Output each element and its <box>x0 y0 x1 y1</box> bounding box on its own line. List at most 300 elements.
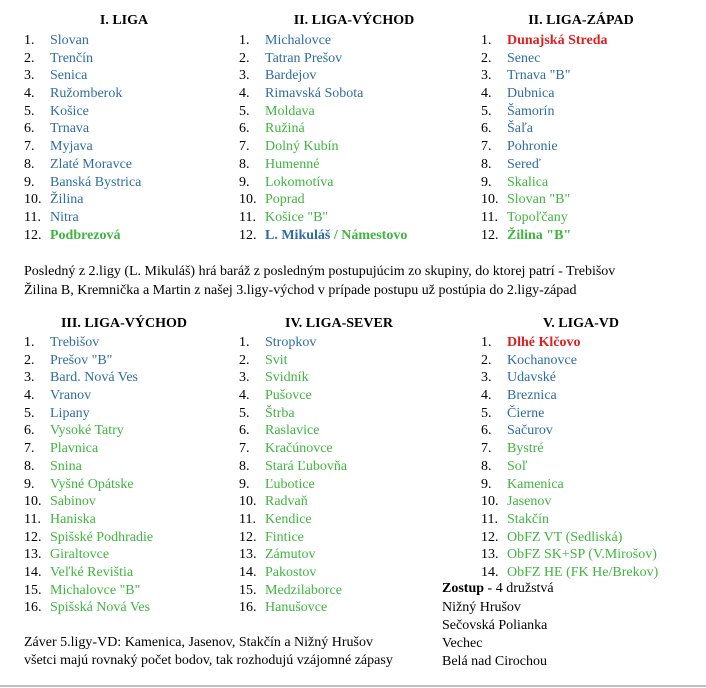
league-2-liga-vychod <box>239 13 469 244</box>
league-title: I. LIGA <box>99 13 149 28</box>
team-rank: 8. <box>24 156 35 172</box>
team-row <box>24 476 224 494</box>
team-name <box>265 352 288 370</box>
team-name <box>265 599 327 617</box>
team-name <box>265 191 305 209</box>
team-name-text: Šaľa <box>507 121 533 137</box>
team-row <box>239 440 439 458</box>
team-rank: 4. <box>481 388 492 404</box>
team-name-text: Vysoké Tatry <box>50 423 124 439</box>
team-name-text: Stará Ľubovňa <box>265 458 348 474</box>
team-name <box>507 352 577 370</box>
team-rank: 4. <box>24 86 35 102</box>
team-name-suffix: / Námestovo <box>330 227 408 243</box>
team-row <box>239 387 439 405</box>
team-name <box>507 50 540 68</box>
team-rank: 5. <box>24 405 35 421</box>
team-name <box>50 529 153 547</box>
bottom-divider <box>0 685 706 687</box>
team-row <box>239 458 439 476</box>
team-name-text: Fintice <box>265 529 304 545</box>
team-name <box>265 209 328 227</box>
team-rank: 4. <box>239 388 250 404</box>
team-name-text: ObFZ SK+SP (V.Mirošov) <box>507 547 657 563</box>
team-name <box>507 387 557 405</box>
team-name-text: Bystré <box>507 441 544 457</box>
team-rank: 13. <box>24 547 42 563</box>
team-row <box>239 138 469 156</box>
team-row <box>481 85 681 103</box>
team-name <box>50 138 93 156</box>
team-row <box>239 564 439 582</box>
team-name <box>265 529 304 547</box>
team-name <box>507 227 571 245</box>
team-name-text: Dunajská Streda <box>507 33 608 48</box>
league-4-liga-sever <box>239 316 439 617</box>
team-rank: 1. <box>481 33 492 48</box>
team-name-text: Podbrezová <box>50 227 121 243</box>
team-rank: 3. <box>24 370 35 386</box>
league-title: IV. LIGA-SEVER <box>285 316 393 331</box>
team-name-text: Skalica <box>507 174 549 190</box>
team-name <box>50 120 89 138</box>
team-row <box>239 582 439 600</box>
team-row <box>239 156 469 174</box>
team-row <box>239 174 469 192</box>
team-name <box>50 405 90 423</box>
team-row <box>481 227 681 245</box>
team-row <box>24 369 224 387</box>
team-rank: 10. <box>239 494 257 510</box>
team-rank: 16. <box>239 600 257 616</box>
team-name <box>507 174 548 192</box>
team-rank: 8. <box>24 458 35 474</box>
team-name <box>50 334 99 352</box>
team-row <box>239 209 469 227</box>
team-name <box>265 50 342 68</box>
team-name <box>50 369 138 387</box>
team-rank: 6. <box>481 121 492 137</box>
team-name-text: Trnava <box>50 121 90 137</box>
team-name-text: Nitra <box>50 209 79 225</box>
team-row <box>239 50 469 68</box>
team-rank: 11. <box>239 209 256 225</box>
team-name-text: Slovan "B" <box>507 192 571 208</box>
team-rank: 14. <box>481 564 499 580</box>
team-row <box>24 50 224 68</box>
team-row <box>481 387 681 405</box>
team-row <box>239 334 439 352</box>
team-name <box>507 476 564 494</box>
team-name <box>507 138 558 156</box>
team-name <box>507 67 570 85</box>
team-name-text: Kendice <box>265 511 312 527</box>
team-rank: 9. <box>24 476 35 492</box>
team-rank: 4. <box>24 388 35 404</box>
team-rank: 12. <box>24 529 42 545</box>
team-name-text: Ľubotice <box>265 476 315 492</box>
relegated-team: Sečovská Polianka <box>442 618 548 633</box>
team-name <box>265 422 319 440</box>
team-name-text: Žilina <box>50 192 84 208</box>
team-rank: 2. <box>481 50 492 66</box>
league-title: V. LIGA-VD <box>543 316 619 331</box>
team-rank: 10. <box>24 494 42 510</box>
team-name-text: Košice <box>50 103 89 119</box>
team-name <box>507 422 553 440</box>
team-rank: 1. <box>239 335 250 350</box>
team-rank: 11. <box>239 511 256 527</box>
relegated-team: Belá nad Cirochou <box>442 654 547 669</box>
team-name <box>265 120 305 138</box>
team-name <box>50 422 124 440</box>
team-name-text: Vyšné Opátske <box>50 476 134 492</box>
team-rank: 14. <box>239 564 257 580</box>
league-title: III. LIGA-VÝCHOD <box>60 316 187 331</box>
team-name-text: Pakostov <box>265 564 317 580</box>
team-name <box>507 440 544 458</box>
team-rank: 6. <box>481 423 492 439</box>
relegation-heading-label: Zostup <box>442 581 485 596</box>
team-row <box>24 582 224 600</box>
team-name-text: Ružomberok <box>50 86 123 102</box>
team-name <box>50 458 82 476</box>
team-rank: 7. <box>24 441 35 457</box>
team-name-text: L. Mikuláš <box>265 227 331 243</box>
team-rank: 16. <box>24 600 42 616</box>
team-row <box>481 369 681 387</box>
team-name-text: ObFZ VT (Sedliská) <box>507 529 623 545</box>
team-row <box>481 174 681 192</box>
team-rank: 2. <box>24 352 35 368</box>
team-name <box>507 564 658 582</box>
team-name <box>50 476 134 494</box>
team-list <box>239 32 469 244</box>
team-row <box>481 405 681 423</box>
team-row <box>239 546 439 564</box>
team-rank: 5. <box>239 405 250 421</box>
team-name <box>507 405 544 423</box>
team-row <box>24 85 224 103</box>
team-row <box>24 493 224 511</box>
team-row <box>481 546 681 564</box>
team-row <box>481 529 681 547</box>
team-row <box>239 493 439 511</box>
team-name-text: Humenné <box>265 156 320 172</box>
team-name <box>50 546 109 564</box>
team-name <box>265 156 319 174</box>
team-name <box>50 511 96 529</box>
team-rank: 2. <box>239 50 250 66</box>
team-row <box>481 564 681 582</box>
team-row <box>24 156 224 174</box>
team-name-text: Snina <box>50 458 82 474</box>
team-rank: 3. <box>24 68 35 84</box>
team-rank: 6. <box>24 423 35 439</box>
team-row <box>481 422 681 440</box>
barrage-note <box>24 262 694 300</box>
team-name <box>265 67 316 85</box>
team-list <box>239 334 439 617</box>
team-name-text: Kračúnovce <box>265 441 333 457</box>
team-name <box>507 546 657 564</box>
team-name <box>507 493 551 511</box>
team-name-text: ObFZ HE (FK He/Brekov) <box>507 564 659 580</box>
team-name-text: Poprad <box>265 192 305 208</box>
team-rank: 1. <box>24 335 35 350</box>
team-name-text: Moldava <box>265 103 315 119</box>
team-name <box>265 32 331 50</box>
team-rank: 7. <box>481 441 492 457</box>
team-name <box>507 191 570 209</box>
team-name-text: Udavské <box>507 370 556 386</box>
team-name <box>265 405 295 423</box>
team-row <box>24 564 224 582</box>
team-name <box>265 564 316 582</box>
team-rank: 11. <box>24 511 41 527</box>
team-name <box>507 103 554 121</box>
team-name <box>50 156 132 174</box>
team-rank: 15. <box>239 582 257 598</box>
team-row <box>24 599 224 617</box>
league-title: II. LIGA-VÝCHOD <box>293 13 415 28</box>
team-row <box>24 387 224 405</box>
team-name-text: Lipany <box>50 405 90 421</box>
team-name-text: Michalovce <box>265 33 332 48</box>
team-name <box>50 493 96 511</box>
team-name <box>265 511 312 529</box>
team-list <box>481 32 681 244</box>
team-row <box>24 67 224 85</box>
team-rank: 5. <box>239 103 250 119</box>
team-name-text: Giraltovce <box>50 547 110 563</box>
team-name-text: Spišská Nová Ves <box>50 600 151 616</box>
team-name <box>50 599 150 617</box>
team-name-text: Štrba <box>265 405 295 421</box>
team-name-text: Dubnica <box>507 86 555 102</box>
relegation-heading-count: - 4 družstvá <box>484 581 554 596</box>
team-row <box>481 32 681 50</box>
team-row <box>239 85 469 103</box>
team-rank: 3. <box>481 370 492 386</box>
team-rank: 2. <box>481 352 492 368</box>
team-row <box>239 352 439 370</box>
team-name <box>50 582 140 600</box>
team-row <box>481 191 681 209</box>
team-name <box>265 476 315 494</box>
final-note-line-1: Záver 5.ligy-VD: Kamenica, Jasenov, Stakčín a Nižný Hrušov <box>24 635 373 650</box>
team-rank: 1. <box>239 33 250 48</box>
team-rank: 3. <box>239 68 250 84</box>
team-row <box>24 529 224 547</box>
team-rank: 4. <box>481 86 492 102</box>
team-name-text: Sačurov <box>507 423 553 439</box>
team-name <box>265 458 347 476</box>
team-row <box>239 227 469 245</box>
team-rank: 8. <box>239 156 250 172</box>
team-name-text: Svit <box>265 352 288 368</box>
team-rank: 9. <box>481 476 492 492</box>
team-row <box>239 103 469 121</box>
team-rank: 10. <box>481 192 499 208</box>
league-title: II. LIGA-ZÁPAD <box>528 13 634 28</box>
team-name-text: Slovan <box>50 33 89 48</box>
team-name-text: Sabinov <box>50 494 96 510</box>
team-name <box>265 103 315 121</box>
team-rank: 4. <box>239 86 250 102</box>
team-row <box>239 67 469 85</box>
team-row <box>24 352 224 370</box>
team-row <box>239 422 439 440</box>
team-name <box>507 156 541 174</box>
team-name-text: Trebišov <box>50 335 100 350</box>
team-name <box>50 564 133 582</box>
final-note-line-2: všetci majú rovnaký počet bodov, tak rozhodujú vzájomné zápasy <box>24 653 393 668</box>
league-1-liga <box>24 13 224 244</box>
team-rank: 12. <box>24 227 42 243</box>
team-name-text: Kochanovce <box>507 352 577 368</box>
team-name-text: Bard. Nová Ves <box>50 370 139 386</box>
team-name <box>265 440 333 458</box>
team-row <box>239 191 469 209</box>
team-row <box>481 156 681 174</box>
team-rank: 2. <box>24 50 35 66</box>
team-row <box>481 493 681 511</box>
team-row <box>24 422 224 440</box>
team-row <box>24 32 224 50</box>
team-rank: 11. <box>481 209 498 225</box>
team-name <box>50 191 83 209</box>
team-name <box>507 32 608 50</box>
team-rank: 7. <box>239 139 250 155</box>
team-name <box>50 85 122 103</box>
team-name-text: Hanušovce <box>265 600 328 616</box>
team-name <box>50 352 112 370</box>
team-name <box>50 209 79 227</box>
team-name-text: Veľké Revištia <box>50 564 134 580</box>
team-rank: 8. <box>481 458 492 474</box>
team-rank: 1. <box>24 33 35 48</box>
team-row <box>24 334 224 352</box>
team-name-text: Banská Bystrica <box>50 174 142 190</box>
team-name-text: Spišské Podhradie <box>50 529 154 545</box>
team-rank: 13. <box>239 547 257 563</box>
team-name <box>507 369 556 387</box>
team-row <box>239 599 439 617</box>
team-rank: 8. <box>481 156 492 172</box>
team-rank: 1. <box>481 335 492 350</box>
team-name-text: Stakčín <box>507 511 549 527</box>
team-row <box>481 50 681 68</box>
team-row <box>481 511 681 529</box>
relegation-heading <box>442 580 554 598</box>
team-name-text: Radvaň <box>265 494 308 510</box>
team-name-text: Tatran Prešov <box>265 50 343 66</box>
team-name-text: Čierne <box>507 405 545 421</box>
team-name <box>265 493 308 511</box>
team-rank: 7. <box>239 441 250 457</box>
team-row <box>239 511 439 529</box>
team-name <box>50 103 89 121</box>
team-name-text: Zámutov <box>265 547 316 563</box>
team-name <box>507 529 622 547</box>
team-rank: 10. <box>24 192 42 208</box>
team-name-text: Jasenov <box>507 494 552 510</box>
team-rank: 6. <box>24 121 35 137</box>
team-name-text: Pohronie <box>507 139 558 155</box>
league-3-liga-vychod <box>24 316 224 617</box>
team-row <box>239 529 439 547</box>
team-name-text: Senec <box>507 50 541 66</box>
team-name <box>50 174 141 192</box>
team-name <box>265 174 333 192</box>
team-rank: 12. <box>481 529 499 545</box>
team-row <box>239 405 439 423</box>
team-name-text: Prešov "B" <box>50 352 113 368</box>
team-name <box>50 387 91 405</box>
team-rank: 12. <box>481 227 499 243</box>
team-name <box>265 369 309 387</box>
team-rank: 9. <box>239 476 250 492</box>
team-name-text: Trnava "B" <box>507 68 571 84</box>
barrage-note-line-1: Posledný z 2.ligy (L. Mikuláš) hrá baráž z posledným postupujúcim zo skupiny, do ktorej patrí - Trebišov <box>24 264 616 279</box>
team-name-text: Lokomotíva <box>265 174 334 190</box>
team-rank: 14. <box>24 564 42 580</box>
team-row <box>481 476 681 494</box>
team-row <box>24 227 224 245</box>
team-row <box>239 120 469 138</box>
team-rank: 3. <box>481 68 492 84</box>
team-rank: 7. <box>481 139 492 155</box>
team-row <box>24 120 224 138</box>
team-name-text: Stropkov <box>265 335 317 350</box>
team-name <box>507 334 581 352</box>
team-name <box>50 67 87 85</box>
team-name-text: Breznica <box>507 388 557 404</box>
team-name-text: Svidník <box>265 370 309 386</box>
team-rank: 3. <box>239 370 250 386</box>
team-name <box>50 50 93 68</box>
team-rank: 15. <box>24 582 42 598</box>
team-row <box>481 334 681 352</box>
team-name-text: Šamorín <box>507 103 555 119</box>
team-name-text: Raslavice <box>265 423 320 439</box>
team-name <box>265 227 407 245</box>
team-name <box>265 387 312 405</box>
league-5-liga-vd <box>481 316 681 582</box>
team-rank: 9. <box>481 174 492 190</box>
team-name-text: Dolný Kubín <box>265 139 339 155</box>
team-row <box>24 191 224 209</box>
team-rank: 12. <box>239 227 257 243</box>
team-row <box>481 440 681 458</box>
team-rank: 5. <box>481 103 492 119</box>
team-row <box>24 511 224 529</box>
team-name-text: Košice "B" <box>265 209 329 225</box>
team-name-text: Zlaté Moravce <box>50 156 133 172</box>
team-name-text: Žilina "B" <box>507 227 572 243</box>
team-rank: 10. <box>481 494 499 510</box>
team-rank: 13. <box>481 547 499 563</box>
team-rank: 11. <box>24 209 41 225</box>
team-name <box>507 85 554 103</box>
team-list <box>24 334 224 617</box>
team-rank: 7. <box>24 139 35 155</box>
team-name-text: Sereď <box>507 156 541 172</box>
team-name-text: Bardejov <box>265 68 317 84</box>
team-name <box>507 458 527 476</box>
team-name <box>265 138 339 156</box>
